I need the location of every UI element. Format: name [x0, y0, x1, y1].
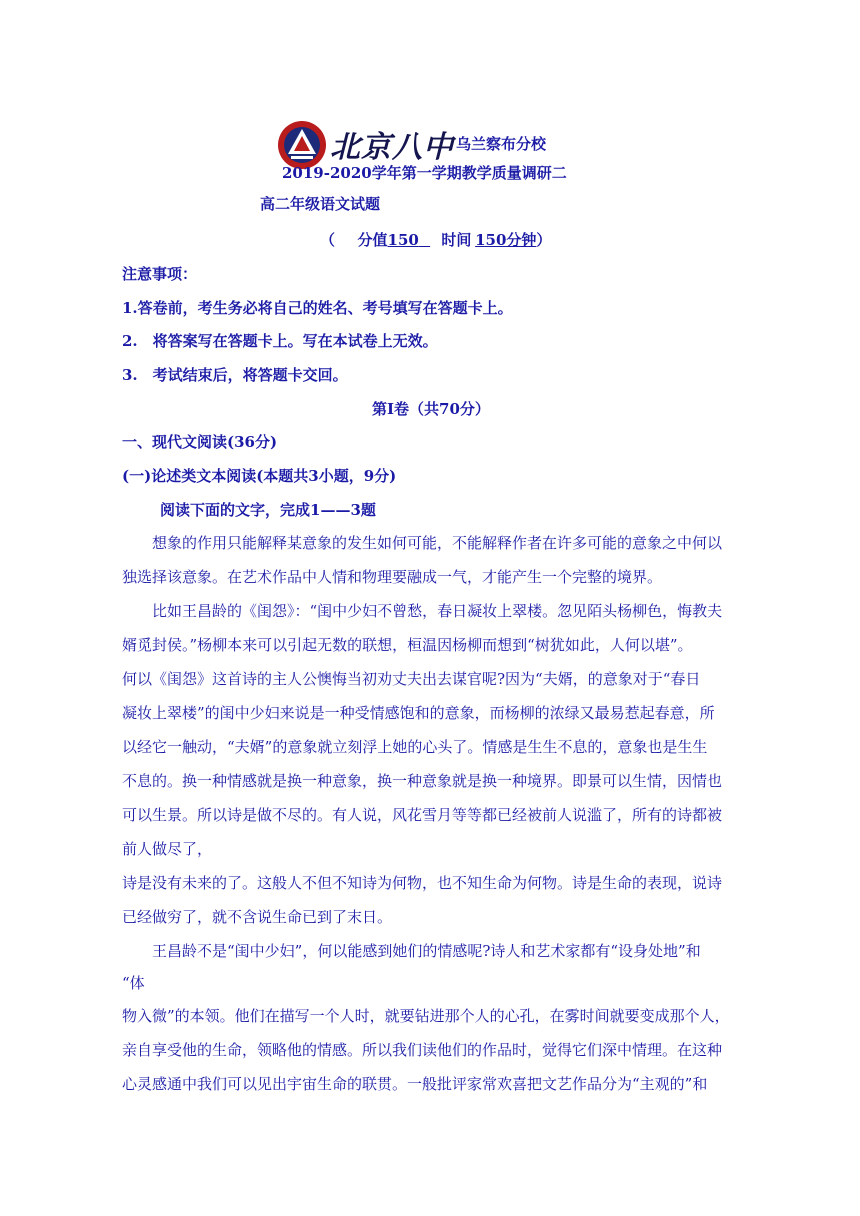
subsection-heading: (一)论述类文本阅读(本题共3小题，9分)	[122, 467, 397, 485]
passage-line: 何以《闺怨》这首诗的主人公懊悔当初劝丈夫出去谋官呢?因为“夫婿，的意象对于“春日	[122, 670, 701, 688]
part-heading: 一、现代文阅读(36分)	[122, 433, 278, 451]
passage-line: 前人做尽了，	[122, 840, 213, 858]
score-label: 分值	[357, 231, 388, 249]
exam-subtitle: 2019-2020学年第一学期教学质量调研二	[282, 164, 567, 182]
note-item: 1.答卷前，考生务必将自己的姓名、考号填写在答题卡上。	[122, 299, 513, 317]
passage-line: 物入微”的本领。他们在描写一个人时，就要钻进那个人的心孔，在雾时间就要变成那个人，	[122, 1007, 730, 1025]
passage-line: 独选择该意象。在艺术作品中人情和物理要融成一气，才能产生一个完整的境界。	[122, 568, 663, 586]
passage-line: 亲自享受他的生命，领略他的情感。所以我们读他们的作品时，觉得它们深中情理。在这种	[122, 1041, 723, 1059]
note-item: 2. 将答案写在答题卡上。写在本试卷上无效。	[122, 332, 438, 350]
passage-line: 诗是没有未来的了。这般人不但不知诗为何物，也不知生命为何物。诗是生命的表现，说诗	[122, 874, 723, 892]
school-brand: 北京八中	[330, 130, 454, 165]
passage-line: 比如王昌龄的《闺怨》：“闺中少妇不曾愁，春日凝妆上翠楼。忽见陌头杨柳色，悔教夫	[152, 602, 723, 620]
passage-line: 以经它一触动，“夫婿”的意象就立刻浮上她的心头了。情感是生生不息的，意象也是生生	[122, 738, 708, 756]
exam-title: 高二年级语文试题	[260, 195, 381, 213]
time-value: 150分钟	[475, 231, 537, 249]
passage-line: 凝妆上翠楼”的闺中少妇来说是一种受情感饱和的意象，而杨柳的浓绿又最易惹起春意，所	[122, 704, 715, 722]
passage-line: 不息的。换一种情感就是换一种意象，换一种意象就是换一种境界。即景可以生情，因情也	[122, 772, 723, 790]
passage-line: 心灵感通中我们可以见出宇宙生命的联贯。一般批评家常欢喜把文艺作品分为“主观的”和	[122, 1075, 708, 1093]
notes-title: 注意事项：	[122, 265, 198, 283]
time-label: 时间	[441, 231, 472, 249]
exam-meta	[320, 229, 551, 250]
score-value: 150	[387, 231, 419, 249]
passage-line: “体	[122, 974, 145, 992]
note-item: 3. 考试结束后，将答题卡交回。	[122, 366, 348, 384]
meta-close: ）	[536, 231, 552, 249]
passage-line: 已经做穷了，就不含说生命已到了末日。	[122, 908, 393, 926]
passage-line: 王昌龄不是“闺中少妇”，何以能感到她们的情感呢?诗人和艺术家都有“设身处地”和	[152, 942, 701, 960]
section-title: 第Ⅰ卷（共70分）	[372, 400, 490, 418]
reading-instruction: 阅读下面的文字，完成1——3题	[160, 501, 376, 519]
meta-open: （	[320, 231, 336, 249]
school-branch: 乌兰察布分校	[456, 135, 547, 153]
passage-line: 可以生景。所以诗是做不尽的。有人说，风花雪月等等都已经被前人说滥了，所有的诗都被	[122, 806, 723, 824]
passage-line: 婿觅封侯。”杨柳本来可以引起无数的联想，桓温因杨柳而想到“树犹如此，人何以堪”。	[122, 636, 693, 654]
passage-line: 想象的作用只能解释某意象的发生如何可能，不能解释作者在许多可能的意象之中何以	[152, 534, 723, 552]
